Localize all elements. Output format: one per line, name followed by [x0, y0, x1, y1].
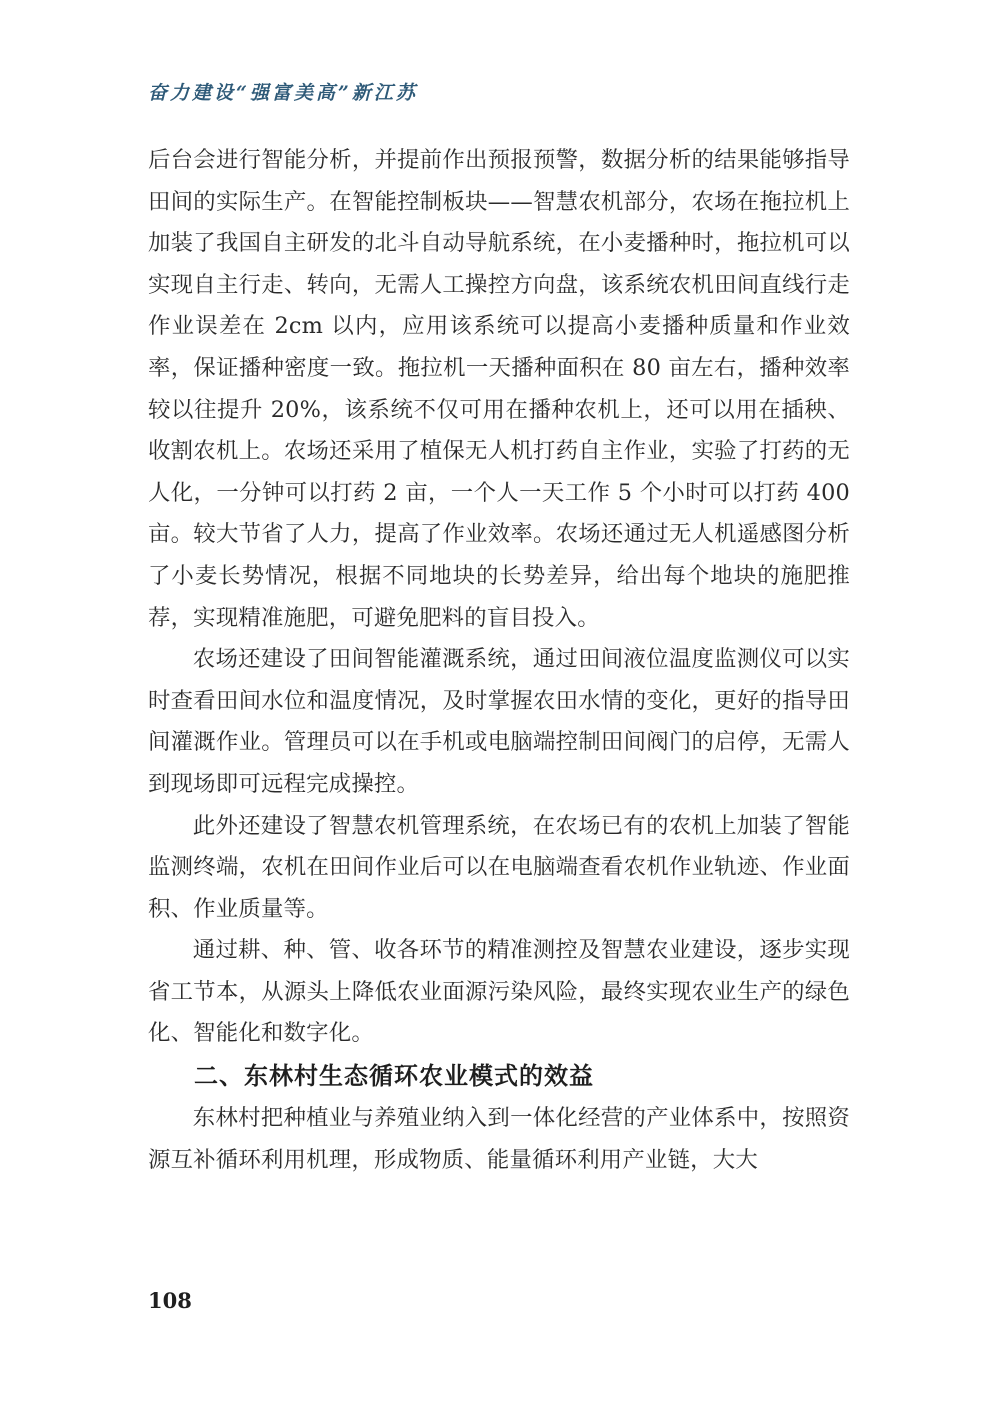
running-head-title: 奋力建设“强富美高”新江苏 — [148, 82, 418, 104]
page-body — [148, 140, 850, 1181]
paragraph-machinery-management: 此外还建设了智慧农机管理系统，在农场已有的农机上加装了智能监测终端，农机在田间作业后可以在电脑端查看农机作业轨迹、作业面积、作业质量等。 — [148, 812, 850, 922]
paragraph-summary: 通过耕、种、管、收各环节的精准测控及智慧农业建设，逐步实现省工节本，从源头上降低农业面源污染风险，最终实现农业生产的绿色化、智能化和数字化。 — [148, 937, 850, 1047]
section-heading: 二、东林村生态循环农业模式的效益 — [194, 1062, 594, 1091]
paragraph-irrigation: 农场还建设了田间智能灌溉系统，通过田间液位温度监测仪可以实时查看田间水位和温度情况，及时掌握农田水情的变化，更好的指导田间灌溉作业。管理员可以在手机或电脑端控制田间阀门的启停，无需人到现场即可远程完成操控。 — [148, 646, 850, 797]
paragraph-section-intro: 东林村把种植业与养殖业纳入到一体化经营的产业体系中，按照资源互补循环利用机理，形成物质、能量循环利用产业链，大大 — [148, 1105, 850, 1173]
page-number: 108 — [148, 1288, 192, 1313]
paragraph-continued: 后台会进行智能分析，并提前作出预报预警，数据分析的结果能够指导田间的实际生产。在智能控制板块——智慧农机部分，农场在拖拉机上加装了我国自主研发的北斗自动导航系统，在小麦播种时，拖拉机可以实现自主行走、转向，无需人工操控方向盘，该系统农机田间直线行走作业误差在 2cm 以内，应用该系统可以提高小麦播种质量和作业效率，保证播种密度一致。拖拉机一天播种面积在 80 亩左右，播种效率较以往提升 20%，该系统不仅可用在播种农机上，还可以用在插秧、收割农机上。农场还采用了植保无人机打药自主作业，实验了打药的无人化，一分钟可以打药 2 亩，一个人一天工作 5 个小时可以打药 400 亩。较大节省了人力，提高了作业效率。农场还通过无人机遥感图分析了小麦长势情况，根据不同地块的长势差异，给出每个地块的施肥推荐，实现精准施肥，可避免肥料的盲目投入。 — [148, 147, 850, 631]
